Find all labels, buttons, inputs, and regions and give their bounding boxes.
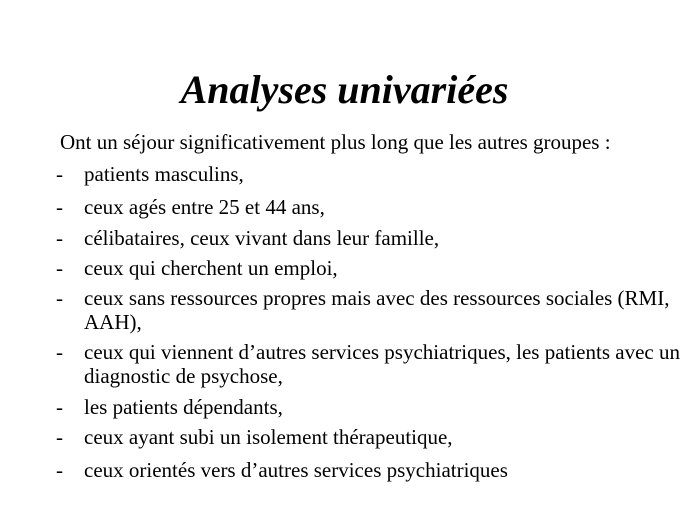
slide-title: Analyses univariées — [180, 67, 509, 112]
list-item-text: ceux sans ressources propres mais avec des ressources sociales (RMI, AAH), — [84, 286, 670, 334]
list-item — [56, 340, 686, 388]
list-item-text: ceux orientés vers d’autres services psychiatriques — [84, 458, 508, 482]
list-item-text: ceux qui cherchent un emploi, — [84, 256, 338, 280]
bullet-dash: - — [56, 395, 63, 419]
list-item-text: ceux ayant subi un isolement thérapeutique, — [84, 425, 453, 449]
list-item-text: célibataires, ceux vivant dans leur famille, — [84, 226, 440, 250]
list-item — [56, 195, 686, 219]
bullet-dash: - — [56, 458, 63, 482]
list-item-text: ceux qui viennent d’autres services psychiatriques, les patients avec un diagnostic de psychose, — [84, 340, 680, 388]
list-item — [56, 286, 686, 334]
list-item-text: ceux agés entre 25 et 44 ans, — [84, 195, 325, 219]
list-item — [56, 226, 686, 250]
bullet-dash: - — [56, 162, 63, 186]
bullet-dash: - — [56, 286, 63, 310]
intro-text: Ont un séjour significativement plus long que les autres groupes : — [60, 130, 611, 154]
list-item — [56, 425, 686, 449]
list-item-text: patients masculins, — [84, 162, 244, 186]
list-item — [56, 458, 686, 482]
bullet-dash: - — [56, 226, 63, 250]
list-item-text: les patients dépendants, — [84, 395, 283, 419]
bullet-dash: - — [56, 256, 63, 280]
bullet-dash: - — [56, 195, 63, 219]
list-item — [56, 395, 686, 419]
list-item — [56, 162, 686, 186]
bullet-dash: - — [56, 425, 63, 449]
bullet-dash: - — [56, 340, 63, 364]
list-item — [56, 256, 686, 280]
